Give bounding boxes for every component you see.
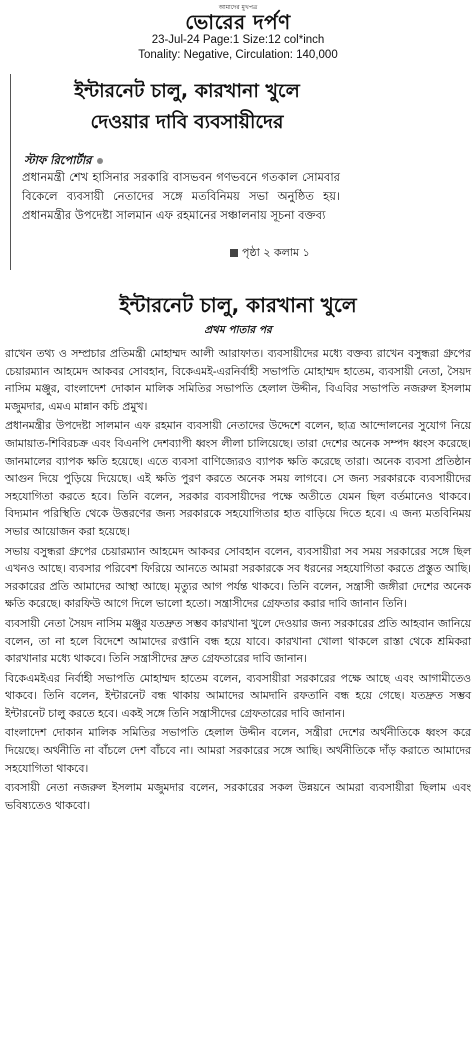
clipping-meta-date-page: 23-Jul-24 Page:1 Size:12 col*inch: [151, 34, 325, 46]
front-page-headline: [32, 76, 342, 138]
front-page-body: প্রধানমন্ত্রী শেখ হাসিনার সরকারি বাসভবন গণভবনে গতকাল সোমবার বিকেলে ব্যবসায়ী নেতাদের সঙ্গে মতবিনিময় সভা অনুষ্ঠিত হয়। প্রধানমন্ত্রীর উপদেষ্টা সালমান এফ রহমানের সঞ্চালনায় সূচনা বক্তব্য: [22, 170, 340, 222]
paragraph: রাখেন তথ্য ও সম্প্রচার প্রতিমন্ত্রী মোহাম্মদ আলী আরাফাত। ব্যবসায়ীদের মধ্যে বক্তব্য রাখেন বসুন্ধরা গ্রুপের চেয়ারম্যান আহমেদ আকবর সোবহান, বিকেএমই-এরনির্বাহী সভাপতি মোহাম্মদ হাতেম, ব্যবসায়ী নেতা, সৈয়দ নাসিম মঞ্জুর, বাংলাদেশ দোকান মালিক সমিতির সভাপতি হেলাল উদ্দীন, বিএবির সভাপতি নজরুল ইসলাম মজুমদার, এমএ মান্নান কচি প্রমুখ।: [5, 347, 471, 413]
jump-label: পৃষ্ঠা ২ কলাম ১: [242, 246, 310, 259]
paragraph: বিকেএমইএর নির্বাহী সভাপতি মোহাম্মদ হাতেম বলেন, ব্যবসায়ীরা সরকারের পক্ষে আছে এবং আগামীতেও থাকবে। তিনি বলেন, ইন্টারনেট বন্ধ থাকায় আমাদের আমদানি রফতানি বন্ধ হয়ে গেছে। যতদ্রুত সম্ভব ইন্টারনেট চালু করতে হবে। একই সঙ্গে তিনি সন্ত্রাসীদের গ্রেফতারের দাবি জানান।: [5, 671, 471, 720]
headline-line-1: ইন্টারনেট চালু, কারখানা খুলে: [74, 80, 300, 102]
column-rule: [10, 74, 11, 270]
headline-line-2: দেওয়ার দাবি ব্যবসায়ীদের: [90, 111, 284, 133]
brand-tagline: আমাদের মুখপত্র: [218, 4, 258, 11]
paragraph: ব্যবসায়ী নেতা সৈয়দ নাসিম মঞ্জুর যতদ্রুত সম্ভব কারখানা খুলে দেওয়ার জন্য সরকারের প্রতি আহবান জানিয়ে বলেন, তা না হলে বিদেশে আমাদের রপ্তানি বন্ধ হয়ে যাবে। কারখানা খোলা থাকলে রাস্তা থেকে শ্রমিকরা কারখানার মধ্যে থাকবে। তিনি সন্ত্রাসীদের দ্রুত গ্রেফতারের দাবি জানান।: [5, 616, 471, 666]
continued-from-label: প্রথম পাতার পর: [204, 324, 272, 336]
square-bullet-icon: [230, 249, 238, 257]
paragraph: সভায় বসুন্ধরা গ্রুপের চেয়ারম্যান আহমেদ আকবর সোবহান বলেন, ব্যবসায়ীরা সব সময় সরকারের সঙ্গে ছিল এখনও আছে। ব্যবসার পরিবেশ ফিরিয়ে আনতে আমরা সরকারকে সব ধরনের সহযোগিতা করতে প্রস্তুত আছি। সরকারের প্রতি আমাদের আস্থা আছে। মৃত্যুর আগ পর্যন্ত থাকবে। তিনি বলেন, সন্ত্রাসী জঙ্গীরা দেশের অনেক ক্ষতি করেছে। কারফিউ আগে দিলে ভালো হতো। সন্ত্রাসীদের গ্রেফতার করার দাবি জানান তিনি।: [5, 544, 471, 611]
continued-reference: [230, 244, 310, 263]
paragraph: ব্যবসায়ী নেতা নজরুল ইসলাম মজুমদার বলেন, সরকারের সকল উন্নয়নে আমরা ব্যবসায়ীরা ছিলাম এবং ভবিষ্যতেও থাকবো।: [5, 781, 471, 812]
inside-page-clipping: [0, 290, 476, 1051]
reporter-name: স্টাফ রিপোর্টার: [24, 153, 92, 167]
masthead: [0, 0, 476, 72]
inside-headline: ইন্টারনেট চালু, কারখানা খুলে: [119, 293, 357, 317]
front-page-clipping: [10, 72, 340, 272]
bullet-icon: [97, 158, 103, 164]
newspaper-logo: ভোরের দর্পণ: [185, 10, 291, 34]
article-body: [5, 345, 471, 816]
paragraph: বাংলাদেশ দোকান মালিক সমিতির সভাপতি হেলাল উদ্দীন বলেন, সন্ত্রীরা দেশের অর্থনীতিকে ধ্বংস করে দিয়েছে। অর্থনীতি না বাঁচলে দেশ বাঁচবে না। আমরা সরকারের সঙ্গে আছি। অর্থনীতিকে দাঁড় করাতে আমাদের সহযোগিতা থাকবে।: [5, 726, 471, 775]
paragraph: প্রধানমন্ত্রীর উপদেষ্টা সালমান এফ রহমান ব্যবসায়ী নেতাদের উদ্দেশে বলেন, ছাত্র আন্দোলনের সুযোগ নিয়ে জামায়াত-শিবিরচক্র এবং বিএনপি দেশব্যাপী ধ্বংস লীলা চালিয়েছে। তারা দেশের অনেক সম্পদ ধ্বংস করেছে। জানমালের ব্যাপক ক্ষতি হয়েছে। এতে ব্যবসা বাণিজ্যেরও ব্যাপক ক্ষতি করেছে তারা। অনেক ব্যবসা প্রতিষ্ঠান আগুন দিয়ে পুড়িয়ে দিয়েছে। এই ক্ষতি পুরণ করতে অনেক সময় লাগবে। সে জন্য সরকারকে ব্যবসায়ীদের সহযোগিতা করতে হবে। তিনি বলেন, সরকার ব্যবসায়ীদের পক্ষে অতীতে যেমন ছিল বর্তমানেও থাকবে। বিদ্যমান পরিস্থিতি থেকে উত্তরণের জন্য সরকারকে সহযোগিতার হাত বাড়িয়ে দিতে হবে। এ জন্য মতবিনিময় সভার আয়োজন করা হয়েছে।: [5, 419, 471, 538]
clipping-meta-tonality: Tonality: Negative, Circulation: 140,000: [138, 49, 338, 61]
